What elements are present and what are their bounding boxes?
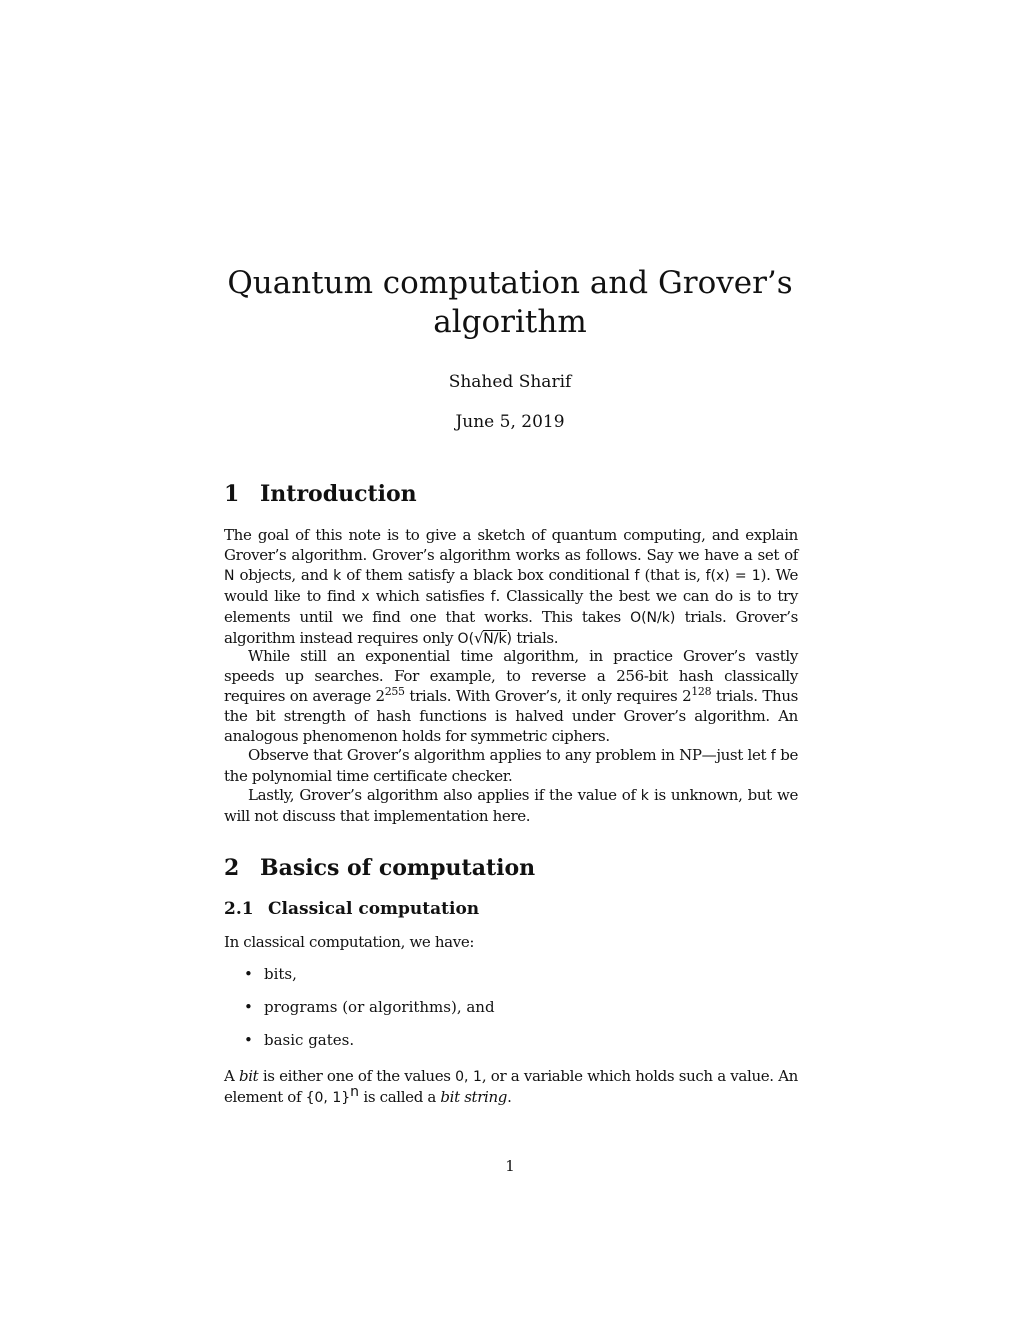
text: be the polynomial time certificate checker. — [224, 746, 798, 785]
publication-date: June 5, 2019 — [455, 412, 565, 432]
exponent: n — [350, 1084, 360, 1100]
intro-paragraph-4 — [224, 785, 798, 826]
exponent: 128 — [691, 685, 712, 698]
subsection-heading-classical — [224, 899, 479, 919]
math: O(N/k) — [630, 610, 676, 626]
math: x — [361, 589, 370, 605]
page-number: 1 — [505, 1157, 515, 1175]
list-item — [244, 997, 495, 1030]
intro-paragraph-3 — [224, 745, 798, 786]
paper-title: Quantum computation and Grover’s algorithm — [227, 265, 793, 340]
math: {0, 1} — [305, 1090, 351, 1106]
math: f(x) = 1 — [705, 568, 761, 584]
section-heading-basics — [224, 855, 535, 881]
list-item-text: programs (or algorithms), and — [264, 998, 495, 1016]
text: A — [224, 1067, 239, 1085]
classical-lead: In classical computation, we have: — [224, 933, 475, 951]
emphasis: bit string — [440, 1088, 508, 1106]
emphasis: bit — [238, 1067, 259, 1085]
section-number: 2 — [224, 855, 240, 881]
bullet-icon: • — [244, 965, 253, 983]
text: is unknown, but we will not discuss that implementation here. — [224, 786, 798, 825]
text: Observe that Grover’s algorithm applies to any problem in NP—just let — [248, 746, 771, 764]
math: f — [634, 568, 640, 584]
exponent: 255 — [384, 685, 405, 698]
math: k — [333, 568, 342, 584]
list-item-text: basic gates. — [264, 1031, 355, 1049]
text: trials. With Grover’s, it only requires 2 — [404, 687, 692, 705]
intro-paragraph-2 — [224, 646, 798, 746]
sqrt-icon: √ — [474, 629, 484, 647]
list-item — [244, 964, 495, 997]
text: , or a variable which holds such a value. An element of — [224, 1067, 798, 1106]
section-title: Introduction — [260, 481, 417, 507]
bullet-icon: • — [244, 998, 253, 1016]
text: is either one of the values — [258, 1067, 456, 1085]
math: 0, 1 — [455, 1069, 482, 1085]
text: trials. Grover’s algorithm instead requires only — [224, 608, 799, 647]
bit-definition-paragraph — [224, 1066, 798, 1108]
text: trials. — [512, 629, 559, 647]
text: . Classically the best we can do is to try elements until we find one that works. This takes — [224, 587, 798, 626]
text: of them satisfy a black box conditional — [341, 566, 635, 584]
math: f — [490, 589, 496, 605]
text: trials. Thus the bit strength of hash functions is halved under Grover’s algorithm. An analogous phenomenon holds for symmetric ciphers. — [224, 687, 798, 745]
math: k — [640, 788, 649, 804]
text: Lastly, Grover’s algorithm also applies if the value of — [248, 786, 641, 804]
text: ). We would like to find — [224, 566, 798, 605]
section-title: Basics of computation — [260, 855, 536, 881]
math-radicand: N/k — [483, 631, 507, 647]
section-number: 1 — [224, 481, 240, 507]
text: . — [507, 1088, 512, 1106]
bullet-icon: • — [244, 1031, 253, 1049]
section-heading-introduction — [224, 481, 417, 507]
subsection-title: Classical computation — [268, 899, 480, 919]
text: which satisfies — [369, 587, 491, 605]
math: ) — [506, 631, 513, 647]
list-item — [244, 1030, 495, 1063]
math: f — [770, 748, 776, 764]
text: (that is, — [639, 566, 706, 584]
subsection-number: 2.1 — [224, 899, 254, 919]
math: N — [224, 568, 235, 584]
text: objects, and — [234, 566, 334, 584]
list-item-text: bits, — [264, 965, 297, 983]
text: is called a — [359, 1088, 441, 1106]
text: While still an exponential time algorithm, in practice Grover’s vastly speeds up searches. For example, to reverse a 256-bit hash classically requires on average 2 — [224, 647, 798, 705]
math: O( — [457, 631, 475, 647]
intro-paragraph-1 — [224, 525, 798, 649]
text: The goal of this note is to give a sketch of quantum computing, and explain Grover’s algorithm. Grover’s algorithm works as follows. Say we have a set of — [224, 526, 798, 564]
author-name: Shahed Sharif — [448, 372, 572, 392]
classical-list — [244, 964, 495, 1063]
